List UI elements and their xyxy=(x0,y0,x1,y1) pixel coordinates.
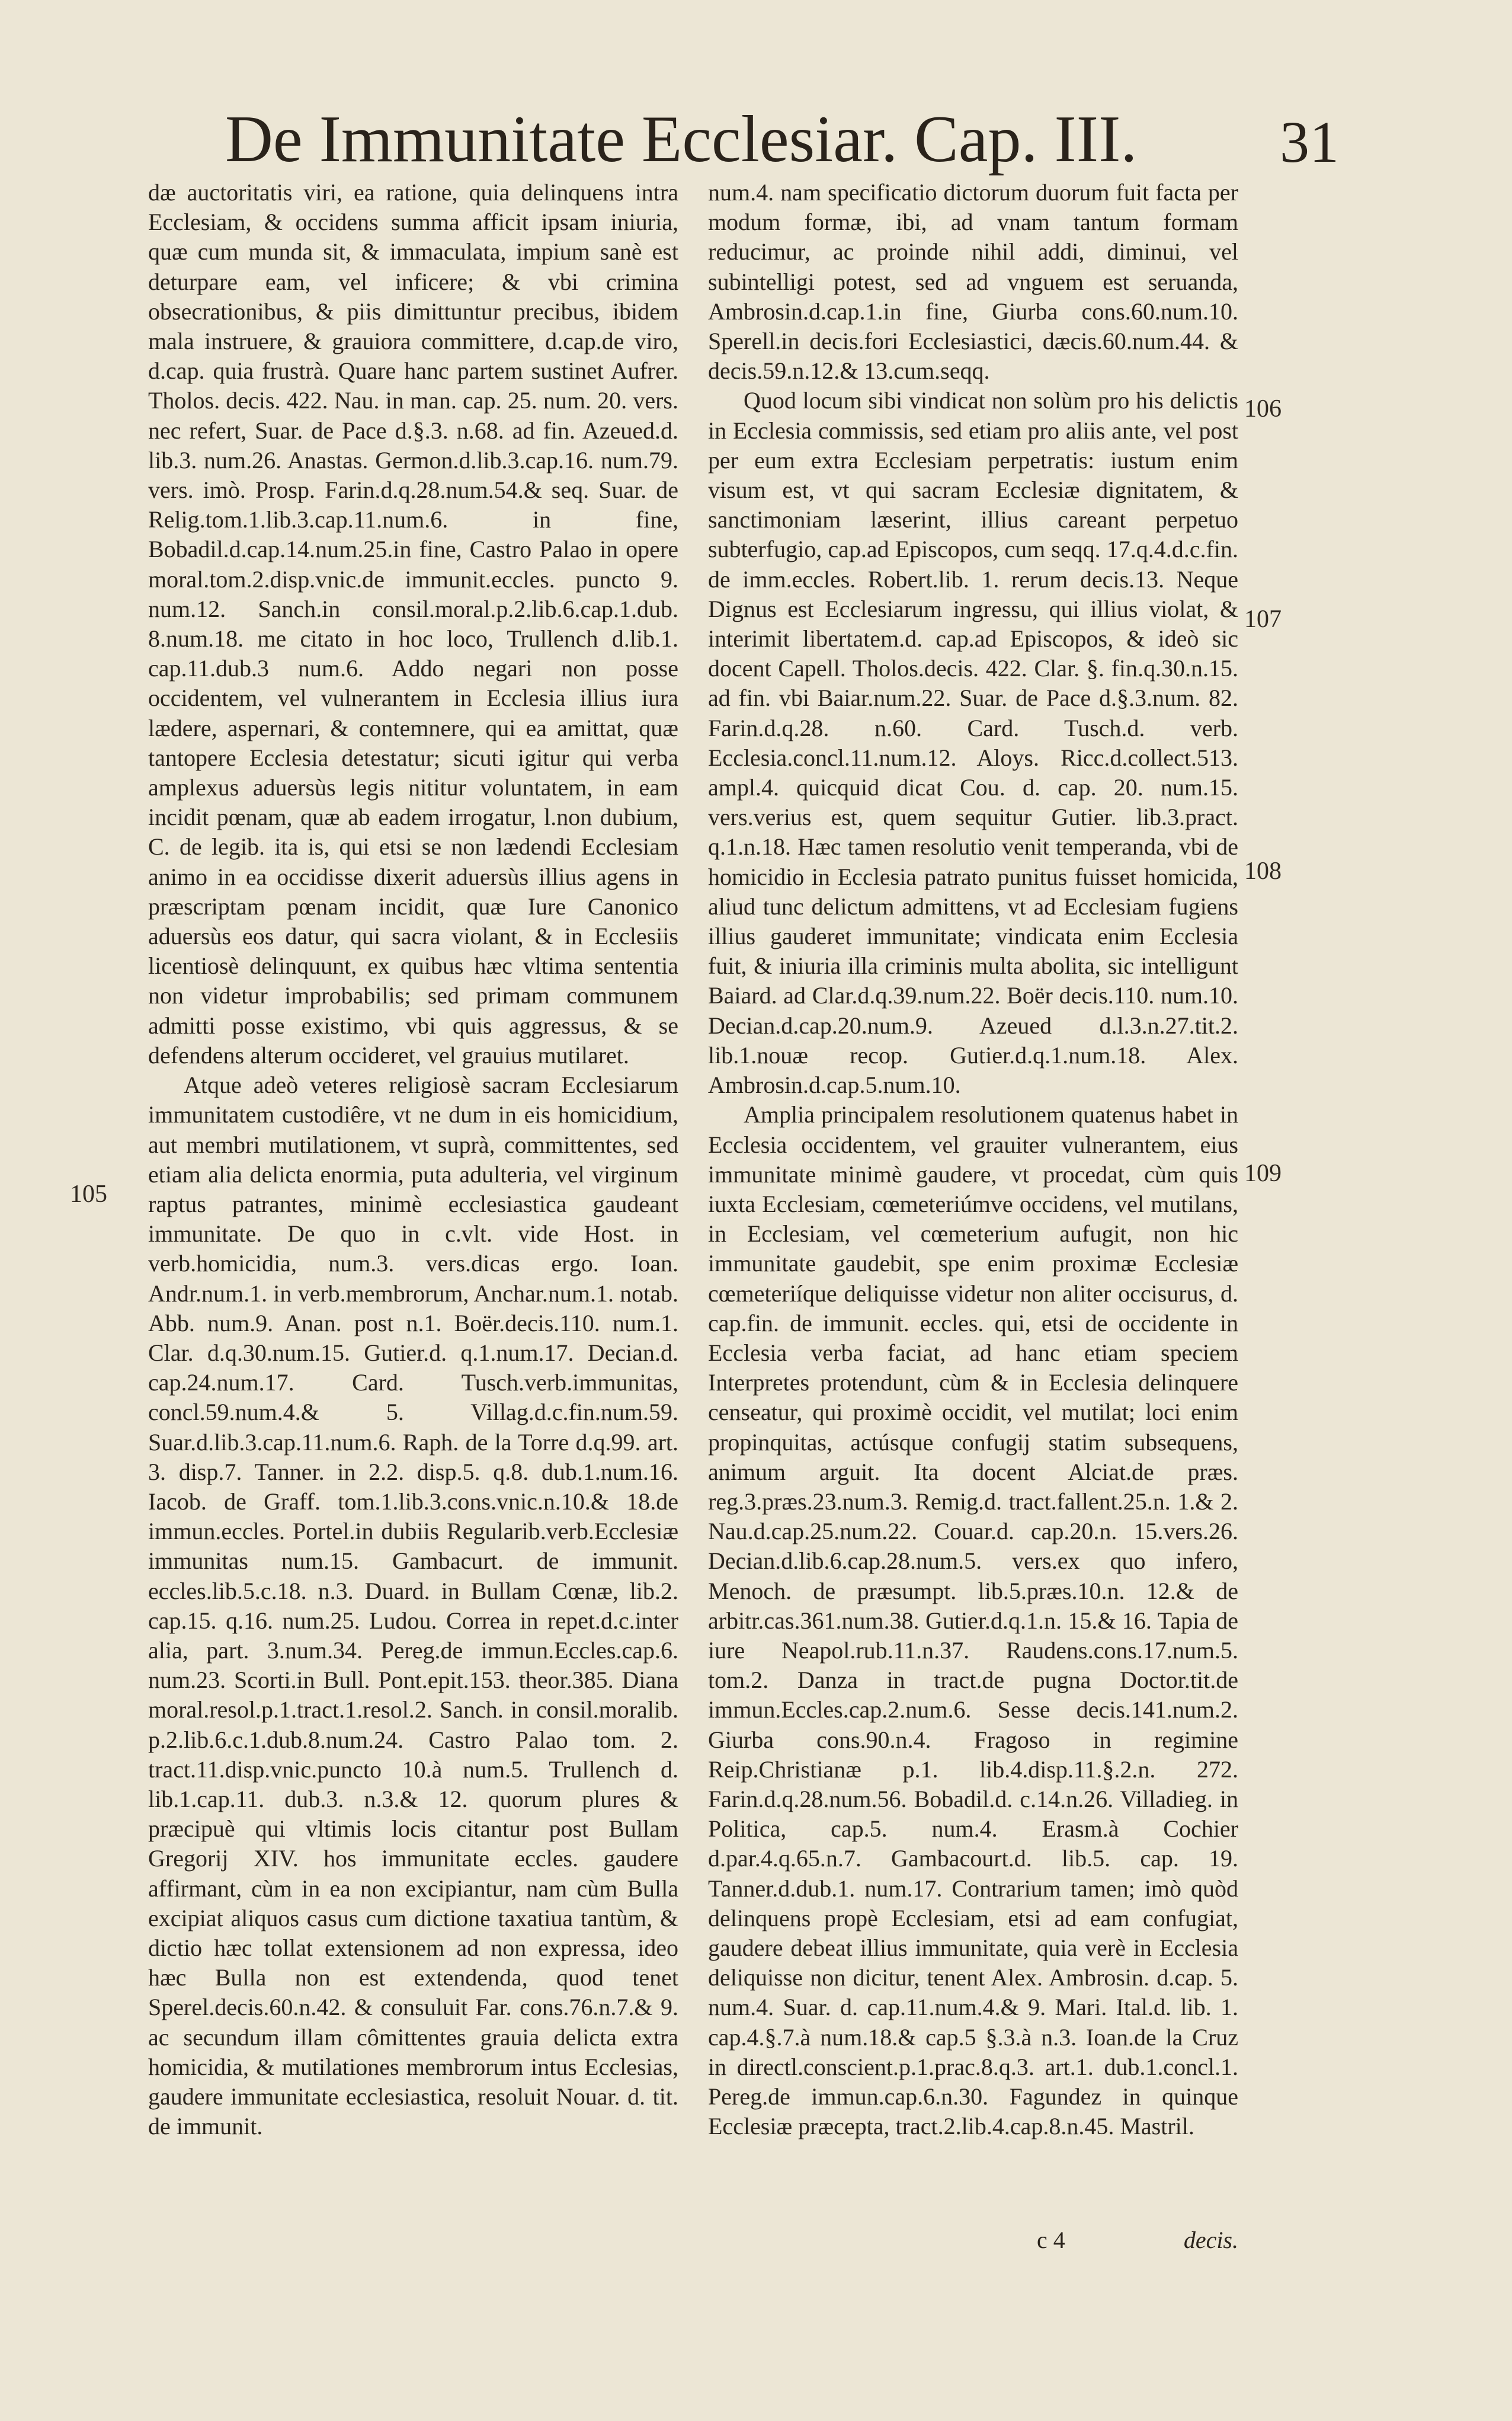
left-paragraph-1: dæ auctoritatis viri, ea ratione, quia delinquens intra Ecclesiam, & occidens summa afficit ipsam iniuria, quæ cum munda sit, & immaculata, impium sanè est deturpare eam, vel inficere; & vbi crimina obsecrationibus, & piis dimittuntur precibus, ibidem mala instruere, & grauiora committere, d.cap.de viro, d.cap. quia frustrà. Quare hanc partem sustinet Aufrer. Tholos. decis. 422. Nau. in man. cap. 25. num. 20. vers. nec refert, Suar. de Pace d.§.3. n.68. ad fin. Azeued.d. lib.3. num.26. Anastas. Germon.d.lib.3.cap.16. num.79. vers. imò. Prosp. Farin.d.q.28.num.54.& seq. Suar. de Relig.tom.1.lib.3.cap.11.num.6. in fine, Bobadil.d.cap.14.num.25.in fine, Castro Palao in opere moral.tom.2.disp.vnic.de immunit.eccles. puncto 9. num.12. Sanch.in consil.moral.p.2.lib.6.cap.1.dub. 8.num.18. me citato in hoc loco, Trullench d.lib.1. cap.11.dub.3 num.6. Addo negari non posse occidentem, vel vulnerantem in Ecclesia illius iura lædere, aspernari, & contemnere, qui ea amittat, quæ tantopere Ecclesia detestatur; sicuti igitur qui verba amplexus aduersùs legis nititur voluntatem, in eam incidit pœnam, quæ ab eadem irrogatur, l.non dubium, C. de legib. ita is, qui etsi se non lædendi Ecclesiam animo in ea occidisse dixerit aduersùs illius agens in præscriptam pœnam incidit, quæ Iure Canonico aduersùs eos datur, qui sacra violant, & in Ecclesiis licentiosè delinquunt, ex quibus hæc vltima sententia non videtur improbabilis; sed primam communem admitti posse existimo, vbi quis aggressus, & se defendens alterum occideret, vel grauius mutilaret. xyxy=(148,179,678,1069)
left-paragraph-2: Atque adeò veteres religiosè sacram Ecclesiarum immunitatem custodiêre, vt ne dum in eis homicidium, aut membri mutilationem, vt suprà, committentes, sed etiam alia delicta enormia, puta adulteria, vel virginum raptus patrantes, minimè ecclesiastica gaudeant immunitate. De quo in c.vlt. vide Host. in verb.homicidia, num.3. vers.dicas ergo. Ioan. Andr.num.1. in verb.membrorum, Anchar.num.1. notab. Abb. num.9. Anan. post n.1. Boër.decis.110. num.1. Clar. d.q.30.num.15. Gutier.d. q.1.num.17. Decian.d. cap.24.num.17. Card. Tusch.verb.immunitas, concl.59.num.4.& 5. Villag.d.c.fin.num.59. Suar.d.lib.3.cap.11.num.6. Raph. de la Torre d.q.99. art. 3. disp.7. Tanner. in 2.2. disp.5. q.8. dub.1.num.16. Iacob. de Graff. tom.1.lib.3.cons.vnic.n.10.& 18.de immun.eccles. Portel.in dubiis Regularib.verb.Ecclesiæ immunitas num.15. Gambacurt. de immunit. eccles.lib.5.c.18. n.3. Duard. in Bullam Cœnæ, lib.2. cap.15. q.16. num.25. Ludou. Correa in repet.d.c.inter alia, part. 3.num.34. Pereg.de immun.Eccles.cap.6. num.23. Scorti.in Bull. Pont.epit.153. theor.385. Diana moral.resol.p.1.tract.1.resol.2. Sanch. in consil.moralib. p.2.lib.6.c.1.dub.8.num.24. Castro Palao tom. 2. tract.11.disp.vnic.puncto 10.à num.5. Trullench d. lib.1.cap.11. dub.3. n.3.& 12. quorum plures & præcipuè qui vltimis locis citantur post Bullam Gregorij XIV. hos immunitate eccles. gaudere affirmant, cùm in ea non excipiantur, nam cùm Bulla excipiat aliquos casus cum dictione taxatiua tantùm, & dictio hæc tollat extensionem ad non expressa, ideo hæc Bulla non est extendenda, quod tenet Sperel.decis.60.n.42. & consuluit Far. cons.76.n.7.& 9. ac secundum illam cômittentes grauia delicta extra homicidia, & mutilationes membrorum intus Ecclesias, gaudere immunitate ecclesiastica, resoluit Nouar. d. tit. de immunit. xyxy=(148,1072,678,2140)
marginal-number-108: 108 xyxy=(1244,858,1282,885)
left-column xyxy=(148,178,678,2141)
marginal-number-105: 105 xyxy=(70,1181,107,1208)
page-footer xyxy=(708,2225,1238,2255)
page-number: 31 xyxy=(1280,109,1339,175)
right-column xyxy=(708,178,1238,2141)
page-header xyxy=(225,89,1351,190)
right-paragraph-3: Amplia principalem resolutionem quatenus habet in Ecclesia occidentem, vel grauiter vulnerantem, eius immunitate minimè gaudere, vt procedat, cùm quis iuxta Ecclesiam, cœmeteriúmve occidens, vel mutilans, in Ecclesiam, vel cœmeterium aufugit, non hic immunitate gaudebit, spe enim proximæ Ecclesiæ cœmeteriíque deliquisse videtur non aliter occisurus, d. cap.fin. de immunit. eccles. qui, etsi de occidente in Ecclesia verba faciat, ad hanc etiam speciem Interpretes protendunt, cùm & in Ecclesia delinquere censeatur, qui proximè occidit, vel mutilat; loci enim propinquitas, actúsque confugij statim subsequens, animum arguit. Ita docent Alciat.de præs. reg.3.præs.23.num.3. Remig.d. tract.fallent.25.n. 1.& 2. Nau.d.cap.25.num.22. Couar.d. cap.20.n. 15.vers.26. Decian.d.lib.6.cap.28.num.5. vers.ex quo infero, Menoch. de præsumpt. lib.5.præs.10.n. 12.& de arbitr.cas.361.num.38. Gutier.d.q.1.n. 15.& 16. Tapia de iure Neapol.rub.11.n.37. Raudens.cons.17.num.5. tom.2. Danza in tract.de pugna Doctor.tit.de immun.Eccles.cap.2.num.6. Sesse decis.141.num.2. Giurba cons.90.n.4. Fragoso in regimine Reip.Christianæ p.1. lib.4.disp.11.§.2.n. 272. Farin.d.q.28.num.56. Bobadil.d. c.14.n.26. Villadieg. in Politica, cap.5. num.4. Erasm.à Cochier d.par.4.q.65.n.7. Gambacourt.d. lib.5. cap. 19. Tanner.d.dub.1. num.17. Contrarium tamen; imò quòd delinquens propè Ecclesiam, etsi ad eam confugiat, gaudere debeat illius immunitate, quia verè in Ecclesia deliquisse non dicitur, tenent Alex. Ambrosin. d.cap. 5. num.4. Suar. d. cap.11.num.4.& 9. Mari. Ital.d. lib. 1. cap.4.§.7.à num.18.& cap.5 §.3.à n.3. Ioan.de la Cruz in directl.conscient.p.1.prac.8.q.3. art.1. dub.1.concl.1. Pereg.de immun.cap.6.n.30. Fagundez in quinque Ecclesiæ præcepta, tract.2.lib.4.cap.8.n.45. Mastril. xyxy=(708,1101,1238,2140)
catchword: decis. xyxy=(1183,2227,1238,2253)
right-paragraph-1: num.4. nam specificatio dictorum duorum fuit facta per modum formæ, ibi, ad vnam tantum formam reducimur, ac proinde nihil addi, diminui, vel subintelligi potest, sed ad vnguem est seruanda, Ambrosin.d.cap.1.in fine, Giurba cons.60.num.10. Sperell.in decis.fori Ecclesiastici, dæcis.60.num.44. & decis.59.n.12.& 13.cum.seqq. xyxy=(708,179,1238,385)
marginal-number-109: 109 xyxy=(1244,1160,1282,1187)
right-paragraph-2: Quod locum sibi vindicat non solùm pro his delictis in Ecclesia commissis, sed etiam pro aliis ante, vel post per eum extra Ecclesiam perpetratis: iustum enim visum est, vt qui sacram Ecclesiæ dignitatem, & sanctimoniam læserint, illius careant perpetuo subterfugio, cap.ad Episcopos, cum seqq. 17.q.4.d.c.fin. de imm.eccles. Robert.lib. 1. rerum decis.13. Neque Dignus est Ecclesiarum ingressu, qui illius violat, & interimit libertatem.d. cap.ad Episcopos, & ideò sic docent Capell. Tholos.decis. 422. Clar. §. fin.q.30.n.15. ad fin. vbi Baiar.num.22. Suar. de Pace d.§.3.num. 82. Farin.d.q.28. n.60. Card. Tusch.d. verb. Ecclesia.concl.11.num.12. Aloys. Ricc.d.collect.513. ampl.4. quicquid dicat Cou. d. cap. 20. num.15. vers.verius est, quem sequitur Gutier. lib.3.pract. q.1.n.18. Hæc tamen resolutio venit temperanda, vbi de homicidio in Ecclesia patrato punitus fuisset homicida, aliud tunc delictum admittens, vt ad Ecclesiam fugiens illius gauderet immunitate; vindicata enim Ecclesia fuit, & iniuria illa criminis multa abolita, sic intelligunt Baiard. ad Clar.d.q.39.num.22. Boër decis.110. num.10. Decian.d.cap.20.num.9. Azeued d.l.3.n.27.tit.2. lib.1.nouæ recop. Gutier.d.q.1.num.18. Alex. Ambrosin.d.cap.5.num.10. xyxy=(708,387,1238,1099)
marginal-number-107: 107 xyxy=(1244,606,1282,633)
signature-mark: c 4 xyxy=(1037,2227,1065,2253)
running-head: De Immunitate Ecclesiar. Cap. III. xyxy=(225,103,1138,176)
marginal-number-106: 106 xyxy=(1244,395,1282,423)
